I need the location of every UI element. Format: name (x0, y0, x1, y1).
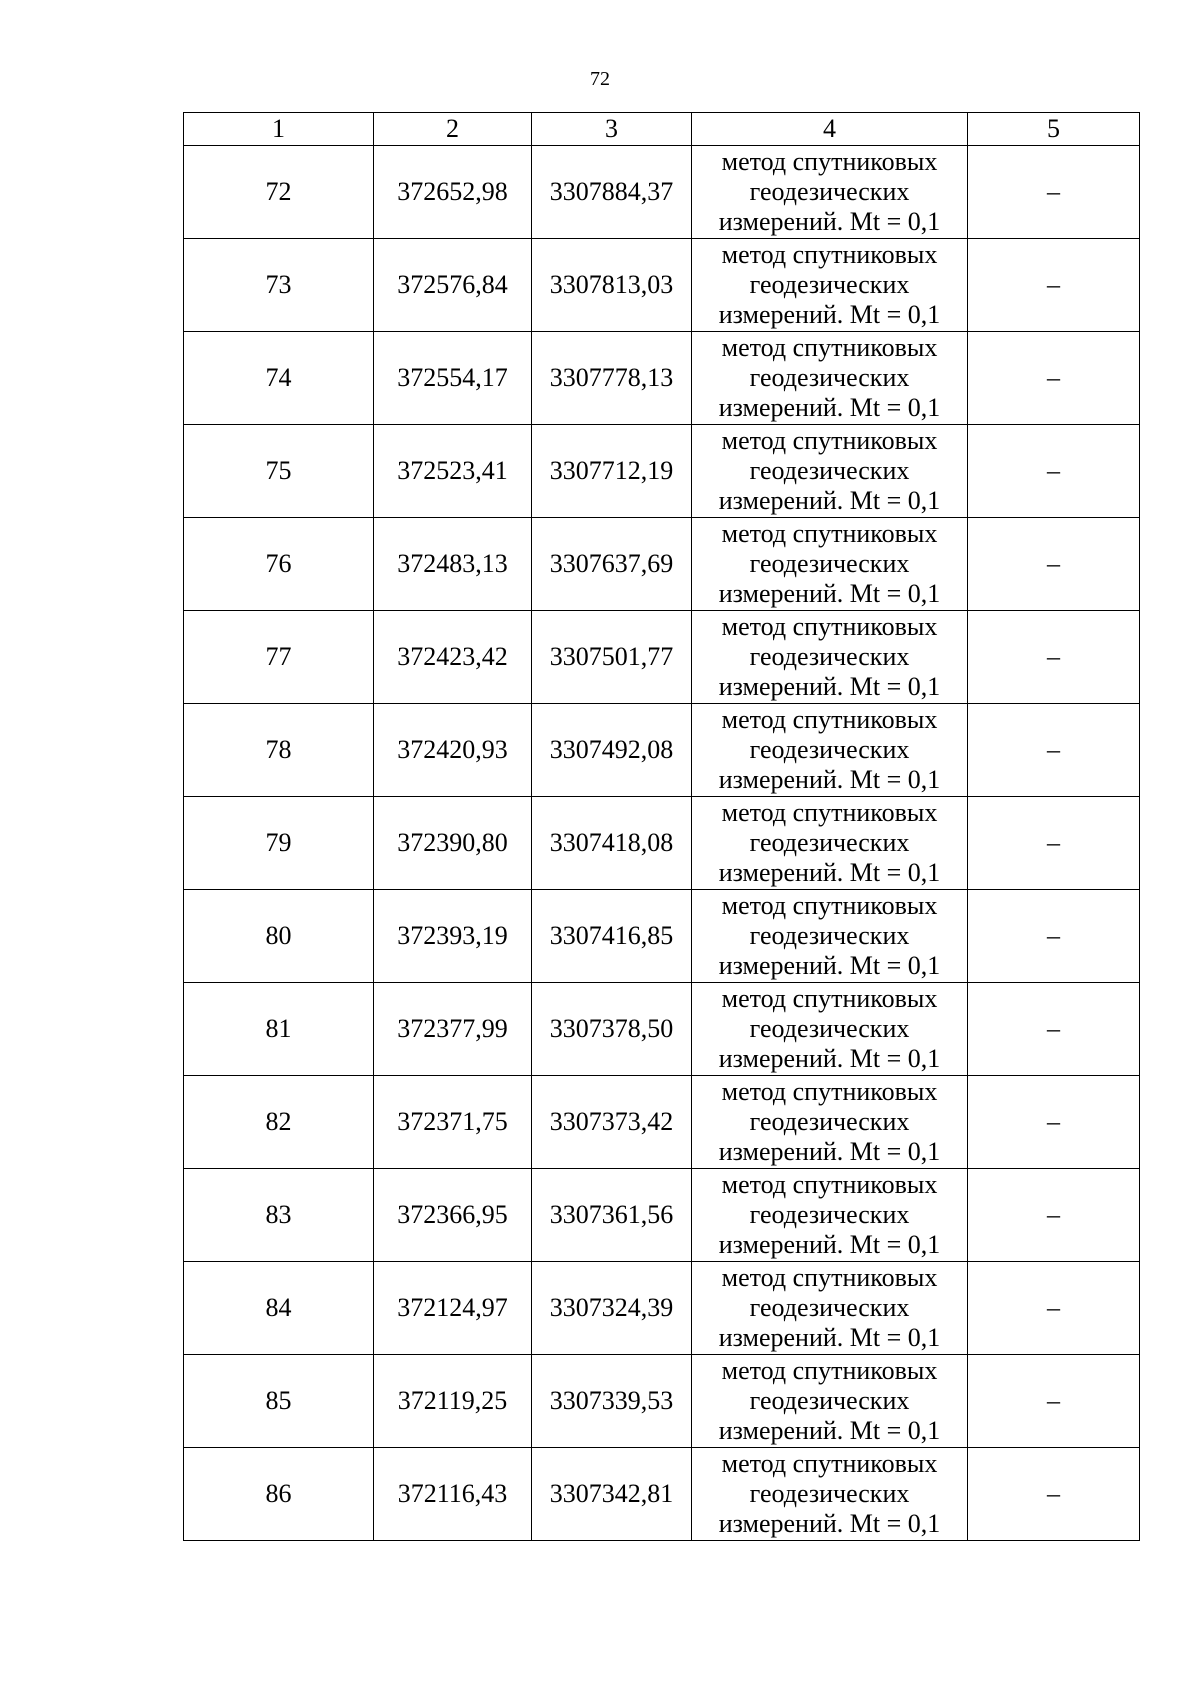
method-line: метод спутниковых (721, 1170, 938, 1199)
method-cell (692, 518, 968, 611)
table-row (184, 890, 1140, 983)
y-coordinate-cell: 3307342,81 (532, 1448, 692, 1541)
method-line: геодезических (749, 177, 910, 206)
method-line: метод спутниковых (721, 1356, 938, 1385)
method-cell (692, 1262, 968, 1355)
method-line: геодезических (749, 456, 910, 485)
note-cell: – (968, 1076, 1140, 1169)
point-number-cell: 82 (184, 1076, 374, 1169)
table-body (184, 146, 1140, 1541)
point-number-cell: 76 (184, 518, 374, 611)
table-row (184, 983, 1140, 1076)
x-coordinate-cell: 372366,95 (374, 1169, 532, 1262)
method-line: метод спутниковых (721, 705, 938, 734)
method-line: метод спутниковых (721, 1449, 938, 1478)
method-line: геодезических (749, 735, 910, 764)
x-coordinate-cell: 372652,98 (374, 146, 532, 239)
method-line: измерений. Mt = 0,1 (718, 579, 941, 608)
header-col-5: 5 (968, 113, 1140, 146)
table-row (184, 611, 1140, 704)
method-line: измерений. Mt = 0,1 (718, 1509, 941, 1538)
x-coordinate-cell: 372523,41 (374, 425, 532, 518)
y-coordinate-cell: 3307416,85 (532, 890, 692, 983)
method-line: измерений. Mt = 0,1 (718, 1137, 941, 1166)
method-line: измерений. Mt = 0,1 (718, 207, 941, 236)
x-coordinate-cell: 372116,43 (374, 1448, 532, 1541)
point-number-cell: 86 (184, 1448, 374, 1541)
method-line: геодезических (749, 549, 910, 578)
note-cell: – (968, 1448, 1140, 1541)
header-col-4: 4 (692, 113, 968, 146)
x-coordinate-cell: 372483,13 (374, 518, 532, 611)
method-line: измерений. Mt = 0,1 (718, 300, 941, 329)
x-coordinate-cell: 372124,97 (374, 1262, 532, 1355)
method-line: метод спутниковых (721, 798, 938, 827)
table-row (184, 1169, 1140, 1262)
y-coordinate-cell: 3307712,19 (532, 425, 692, 518)
y-coordinate-cell: 3307637,69 (532, 518, 692, 611)
table-row (184, 1355, 1140, 1448)
method-line: измерений. Mt = 0,1 (718, 486, 941, 515)
method-line: геодезических (749, 1200, 910, 1229)
method-line: метод спутниковых (721, 333, 938, 362)
point-number-cell: 72 (184, 146, 374, 239)
y-coordinate-cell: 3307778,13 (532, 332, 692, 425)
note-cell: – (968, 704, 1140, 797)
y-coordinate-cell: 3307418,08 (532, 797, 692, 890)
note-cell: – (968, 518, 1140, 611)
page-number: 72 (590, 68, 610, 90)
table-row (184, 1076, 1140, 1169)
table-row (184, 518, 1140, 611)
method-cell (692, 146, 968, 239)
y-coordinate-cell: 3307501,77 (532, 611, 692, 704)
method-cell (692, 1076, 968, 1169)
point-number-cell: 73 (184, 239, 374, 332)
method-line: измерений. Mt = 0,1 (718, 1416, 941, 1445)
method-cell (692, 704, 968, 797)
method-cell (692, 425, 968, 518)
method-line: метод спутниковых (721, 984, 938, 1013)
point-number-cell: 75 (184, 425, 374, 518)
method-line: геодезических (749, 1107, 910, 1136)
x-coordinate-cell: 372576,84 (374, 239, 532, 332)
point-number-cell: 84 (184, 1262, 374, 1355)
y-coordinate-cell: 3307373,42 (532, 1076, 692, 1169)
y-coordinate-cell: 3307492,08 (532, 704, 692, 797)
method-line: измерений. Mt = 0,1 (718, 1323, 941, 1352)
method-line: измерений. Mt = 0,1 (718, 1230, 941, 1259)
table-row (184, 239, 1140, 332)
method-line: измерений. Mt = 0,1 (718, 672, 941, 701)
method-cell (692, 611, 968, 704)
x-coordinate-cell: 372390,80 (374, 797, 532, 890)
table-header-row (184, 113, 1140, 146)
y-coordinate-cell: 3307324,39 (532, 1262, 692, 1355)
method-line: геодезических (749, 270, 910, 299)
table-row (184, 797, 1140, 890)
method-line: геодезических (749, 1014, 910, 1043)
table-row (184, 1262, 1140, 1355)
note-cell: – (968, 890, 1140, 983)
method-line: геодезических (749, 921, 910, 950)
point-number-cell: 77 (184, 611, 374, 704)
method-line: метод спутниковых (721, 612, 938, 641)
method-line: измерений. Mt = 0,1 (718, 951, 941, 980)
header-col-1: 1 (184, 113, 374, 146)
note-cell: – (968, 611, 1140, 704)
note-cell: – (968, 797, 1140, 890)
note-cell: – (968, 239, 1140, 332)
table-row (184, 425, 1140, 518)
point-number-cell: 80 (184, 890, 374, 983)
table-row (184, 332, 1140, 425)
method-cell (692, 983, 968, 1076)
method-line: геодезических (749, 1293, 910, 1322)
method-line: метод спутниковых (721, 891, 938, 920)
method-cell (692, 1169, 968, 1262)
note-cell: – (968, 425, 1140, 518)
x-coordinate-cell: 372119,25 (374, 1355, 532, 1448)
point-number-cell: 79 (184, 797, 374, 890)
method-line: геодезических (749, 363, 910, 392)
method-line: метод спутниковых (721, 240, 938, 269)
method-cell (692, 332, 968, 425)
table-row (184, 146, 1140, 239)
table-row (184, 1448, 1140, 1541)
method-line: измерений. Mt = 0,1 (718, 1044, 941, 1073)
method-line: геодезических (749, 1386, 910, 1415)
y-coordinate-cell: 3307813,03 (532, 239, 692, 332)
note-cell: – (968, 983, 1140, 1076)
note-cell: – (968, 332, 1140, 425)
method-line: геодезических (749, 828, 910, 857)
x-coordinate-cell: 372377,99 (374, 983, 532, 1076)
x-coordinate-cell: 372420,93 (374, 704, 532, 797)
note-cell: – (968, 146, 1140, 239)
table-row (184, 704, 1140, 797)
y-coordinate-cell: 3307378,50 (532, 983, 692, 1076)
method-line: геодезических (749, 642, 910, 671)
header-col-3: 3 (532, 113, 692, 146)
x-coordinate-cell: 372393,19 (374, 890, 532, 983)
method-cell (692, 239, 968, 332)
header-col-2: 2 (374, 113, 532, 146)
note-cell: – (968, 1355, 1140, 1448)
method-line: метод спутниковых (721, 1263, 938, 1292)
point-number-cell: 74 (184, 332, 374, 425)
method-line: геодезических (749, 1479, 910, 1508)
method-cell (692, 1355, 968, 1448)
method-cell (692, 797, 968, 890)
coordinates-table (183, 112, 1140, 1541)
method-line: измерений. Mt = 0,1 (718, 765, 941, 794)
point-number-cell: 81 (184, 983, 374, 1076)
method-cell (692, 1448, 968, 1541)
x-coordinate-cell: 372423,42 (374, 611, 532, 704)
note-cell: – (968, 1262, 1140, 1355)
y-coordinate-cell: 3307884,37 (532, 146, 692, 239)
method-line: метод спутниковых (721, 426, 938, 455)
method-line: измерений. Mt = 0,1 (718, 858, 941, 887)
point-number-cell: 85 (184, 1355, 374, 1448)
x-coordinate-cell: 372554,17 (374, 332, 532, 425)
y-coordinate-cell: 3307361,56 (532, 1169, 692, 1262)
method-line: метод спутниковых (721, 519, 938, 548)
note-cell: – (968, 1169, 1140, 1262)
x-coordinate-cell: 372371,75 (374, 1076, 532, 1169)
point-number-cell: 83 (184, 1169, 374, 1262)
method-cell (692, 890, 968, 983)
method-line: метод спутниковых (721, 1077, 938, 1106)
y-coordinate-cell: 3307339,53 (532, 1355, 692, 1448)
point-number-cell: 78 (184, 704, 374, 797)
method-line: метод спутниковых (721, 147, 938, 176)
method-line: измерений. Mt = 0,1 (718, 393, 941, 422)
